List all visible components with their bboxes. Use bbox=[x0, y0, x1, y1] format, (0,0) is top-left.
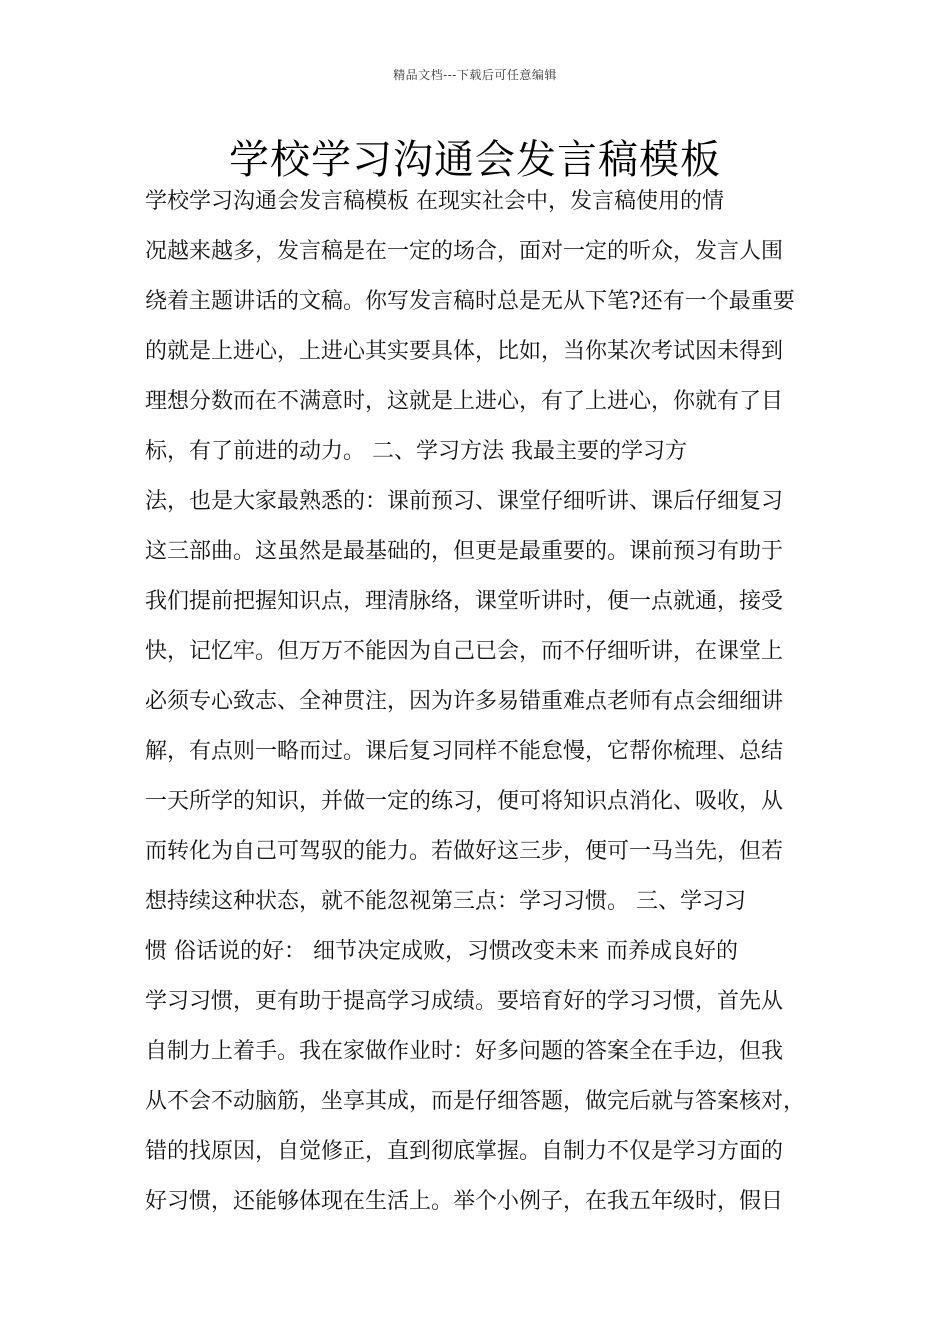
body-line: 想持续这种状态，就不能忽视第三点：学习习惯。 三、学习习 bbox=[145, 889, 746, 914]
body-line: 学习习惯，更有助于提高学习成绩。要培育好的学习习惯，首先从 bbox=[145, 989, 784, 1014]
body-line: 而转化为自己可驾驭的能力。若做好这三步，便可一马当先，但若 bbox=[145, 839, 784, 864]
body-line: 标，有了前进的动力。 二、学习方法 我最主要的学习方 bbox=[145, 439, 687, 464]
body-line: 的就是上进心，上进心其实要具体，比如，当你某次考试因未得到 bbox=[145, 339, 784, 364]
body-line: 惯 俗话说的好： 细节决定成败，习惯改变未来 而养成良好的 bbox=[145, 939, 738, 964]
body-line: 必须专心致志、全神贯注，因为许多易错重难点老师有点会细细讲 bbox=[145, 689, 784, 714]
body-line: 从不会不动脑筋，坐享其成，而是仔细答题，做完后就与答案核对， bbox=[145, 1089, 806, 1114]
body-line: 好习惯，还能够体现在生活上。举个小例子，在我五年级时，假日 bbox=[145, 1189, 784, 1214]
body-line: 这三部曲。这虽然是最基础的，但更是最重要的。课前预习有助于 bbox=[145, 539, 784, 564]
body-line: 解，有点则一略而过。课后复习同样不能怠慢，它帮你梳理、总结 bbox=[145, 739, 784, 764]
body-line: 况越来越多，发言稿是在一定的场合，面对一定的听众，发言人围 bbox=[145, 239, 784, 264]
body-line: 我们提前把握知识点，理清脉络，课堂听讲时，便一点就通，接受 bbox=[145, 589, 784, 614]
body-line: 绕着主题讲话的文稿。你写发言稿时总是无从下笔?还有一个最重要 bbox=[145, 289, 795, 314]
document-body bbox=[145, 180, 815, 1230]
page-header: 精品文档---下载后可任意编辑 bbox=[393, 68, 557, 82]
body-line: 快，记忆牢。但万万不能因为自己已会，而不仔细听讲，在课堂上 bbox=[145, 639, 784, 664]
body-line: 错的找原因，自觉修正，直到彻底掌握。自制力不仅是学习方面的 bbox=[145, 1139, 784, 1164]
body-line: 自制力上着手。我在家做作业时：好多问题的答案全在手边，但我 bbox=[145, 1039, 784, 1064]
body-line: 理想分数而在不满意时，这就是上进心，有了上进心，你就有了目 bbox=[145, 389, 784, 414]
body-line: 学校学习沟通会发言稿模板 在现实社会中，发言稿使用的情 bbox=[145, 189, 724, 214]
body-line: 一天所学的知识，并做一定的练习，便可将知识点消化、吸收，从 bbox=[145, 789, 784, 814]
document-title: 学校学习沟通会发言稿模板 bbox=[229, 137, 721, 183]
body-line: 法，也是大家最熟悉的：课前预习、课堂仔细听讲、课后仔细复习 bbox=[145, 489, 784, 514]
